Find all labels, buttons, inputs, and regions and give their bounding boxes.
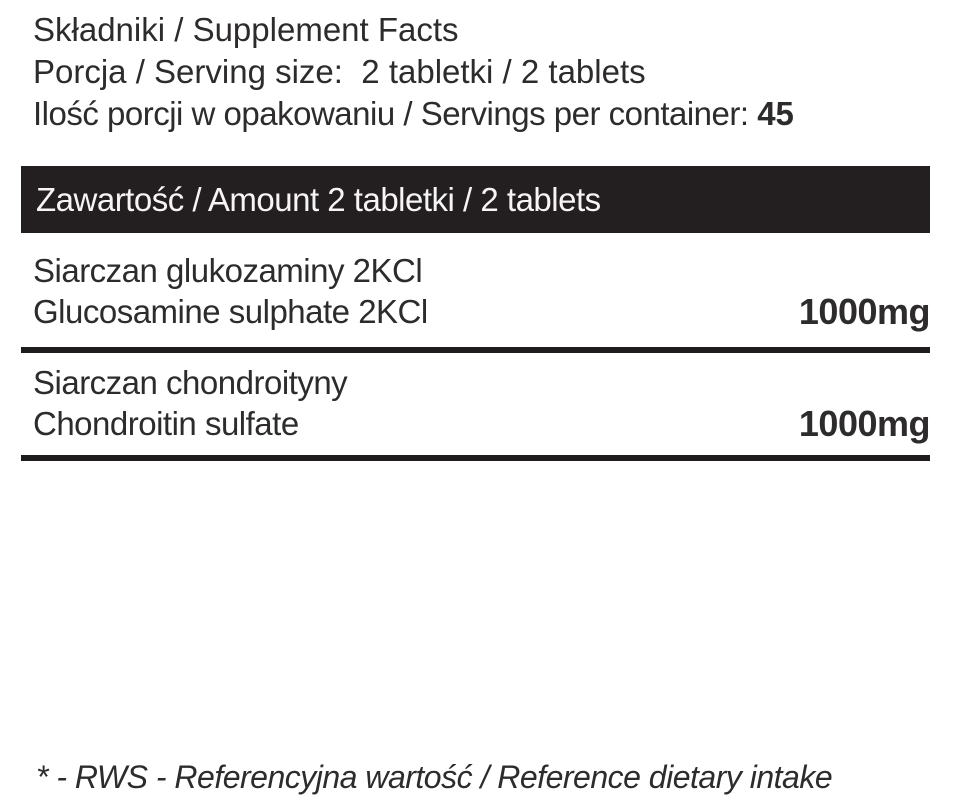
ingredient-name-en: Chondroitin sulfate xyxy=(33,405,299,442)
amount-header-text: Zawartość / Amount 2 tabletki / 2 tablets xyxy=(36,180,601,218)
serving-size-line: Porcja / Serving size: 2 tabletki / 2 tablets xyxy=(33,53,646,90)
ingredient-row-chondroitin xyxy=(33,362,930,444)
ingredient-name-pl: Siarczan glukozaminy 2KCl xyxy=(33,252,423,289)
amount-header-bar xyxy=(21,166,930,233)
label-header xyxy=(33,9,937,135)
ingredient-row-glucosamine xyxy=(33,250,930,332)
servings-count: 45 xyxy=(757,95,794,132)
ingredient-amount: 1000mg xyxy=(798,291,930,332)
ingredient-name-pl: Siarczan chondroityny xyxy=(33,364,348,401)
ingredient-name-en: Glucosamine sulphate 2KCl xyxy=(33,293,428,330)
ingredient-names xyxy=(33,250,428,332)
ingredient-amount: 1000mg xyxy=(798,403,930,444)
row-divider xyxy=(21,455,930,461)
row-divider xyxy=(21,347,930,353)
servings-per-container-text: Ilość porcji w opakowaniu / Servings per container: xyxy=(33,95,758,132)
title-line: Składniki / Supplement Facts xyxy=(33,11,459,48)
ingredient-names xyxy=(33,362,347,444)
reference-intake-footnote: * - RWS - Referencyjna wartość / Reference dietary intake xyxy=(36,759,833,795)
servings-per-container-line xyxy=(33,93,937,135)
